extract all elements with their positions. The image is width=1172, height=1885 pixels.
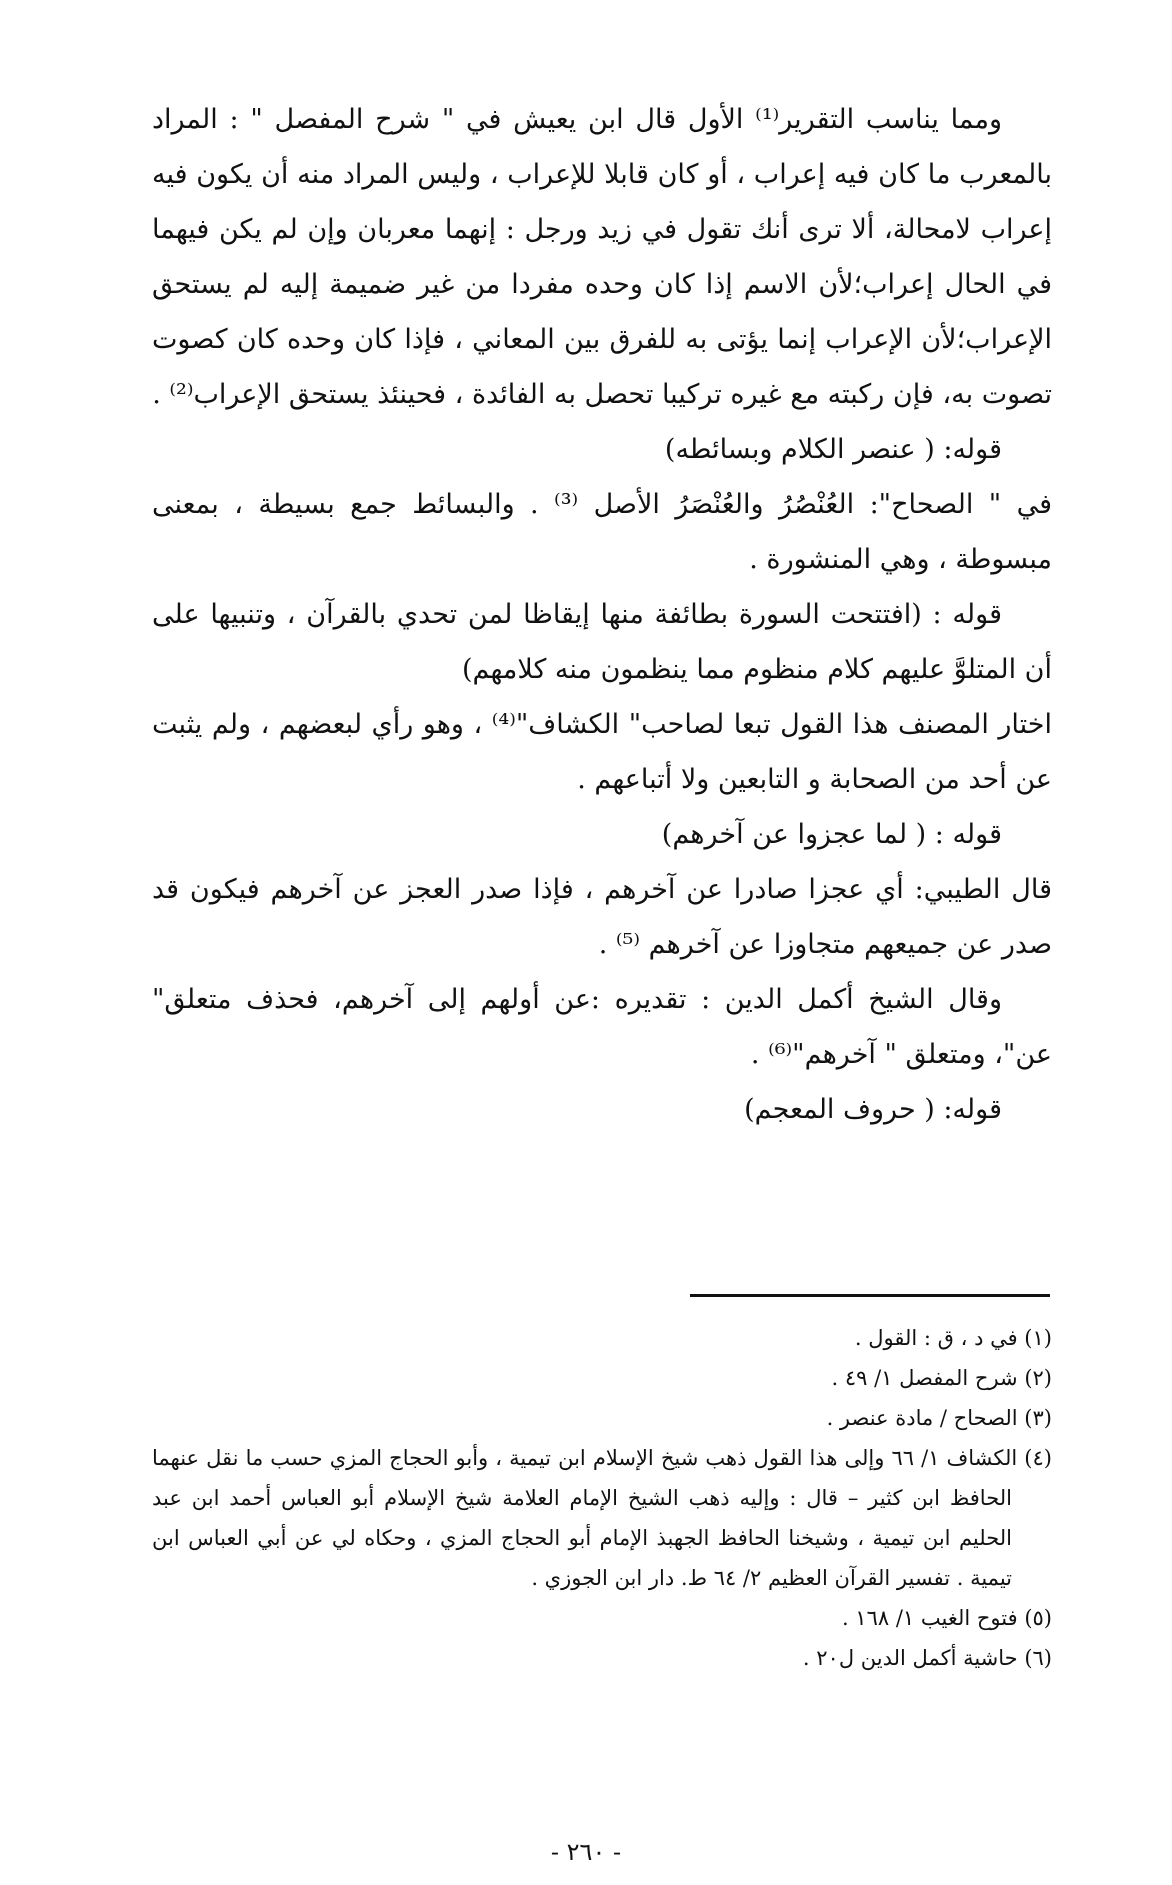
paragraph: قوله: ( حروف المعجم): [744, 1094, 1002, 1125]
main-text: [152, 92, 1052, 1137]
paragraph: قال الطيبي: أي عجزا صادرا عن آخرهم ، فإذا صدر العجز عن آخرهم فيكون قد صدر عن جميعهم متجاوزا عن آخرهم ⁽⁵⁾ .: [152, 874, 1052, 960]
footnote: (١) في د ، ق : القول .: [854, 1326, 1052, 1350]
paragraph: قوله : ( لما عجزوا عن آخرهم): [661, 819, 1002, 850]
paragraph: قوله : (افتتحت السورة بطائفة منها إيقاظا لمن تحدي بالقرآن ، وتنبيها على أن المتلوَّ عليهم كلام منظوم مما ينظمون منه كلامهم): [152, 599, 1052, 685]
paragraph: في " الصحاح": العُنْصُرُ والعُنْصَرُ الأصل ⁽³⁾ . والبسائط جمع بسيطة ، بمعنى مبسوطة ، وهي المنشورة .: [152, 489, 1052, 575]
paragraph: قوله: ( عنصر الكلام وبسائطه): [664, 434, 1002, 465]
footnote: (٣) الصحاح / مادة عنصر .: [826, 1406, 1052, 1430]
footnote: (٥) فتوح الغيب ١/ ١٦٨ .: [841, 1606, 1052, 1630]
footnotes: [152, 1318, 1052, 1678]
footnote: (٦) حاشية أكمل الدين ل٢٠ .: [802, 1646, 1052, 1670]
footnote: (٢) شرح المفصل ١/ ٤٩ .: [831, 1366, 1052, 1390]
footnote: (٤) الكشاف ١/ ٦٦ وإلى هذا القول ذهب شيخ الإسلام ابن تيمية ، وأبو الحجاج المزي حسب ما نقل عنهما الحافظ ابن كثير – قال : وإليه ذهب الشيخ الإمام العلامة شيخ الإسلام أبو العباس أحمد ابن عبد الحليم ابن تيمية ، وشيخنا الحافظ الجهبذ الإمام أبو الحجاج المزي ، وحكاه لي عن أبي العباس ابن تيمية . تفسير القرآن العظيم ٢/ ٦٤ ط. دار ابن الجوزي .: [152, 1446, 1052, 1590]
paragraph: اختار المصنف هذا القول تبعا لصاحب" الكشاف"⁽⁴⁾ ، وهو رأي لبعضهم ، ولم يثبت عن أحد من الصحابة و التابعين ولا أتباعهم .: [152, 709, 1052, 795]
paragraph: ومما يناسب التقرير⁽¹⁾ الأول قال ابن يعيش في " شرح المفصل " : المراد بالمعرب ما كان فيه إعراب ، أو كان قابلا للإعراب ، وليس المراد منه أن يكون فيه إعراب لامحالة، ألا ترى أنك تقول في زيد ورجل : إنهما معربان وإن لم يكن فيهما في الحال إعراب؛لأن الاسم إذا كان وحده مفردا من غير ضميمة إليه لم يستحق الإعراب؛لأن الإعراب إنما يؤتى به للفرق بين المعاني ، فإذا كان وحده كان كصوت تصوت به، فإن ركبته مع غيره تركيبا تحصل به الفائدة ، فحينئذ يستحق الإعراب⁽²⁾ .: [152, 104, 1052, 410]
page-number: - ٢٦٠ -: [550, 1838, 622, 1866]
paragraph: وقال الشيخ أكمل الدين : تقديره :عن أولهم إلى آخرهم، فحذف متعلق" عن"، ومتعلق " آخرهم"⁽⁶⁾ .: [152, 984, 1052, 1070]
footnote-separator: [690, 1294, 1050, 1297]
